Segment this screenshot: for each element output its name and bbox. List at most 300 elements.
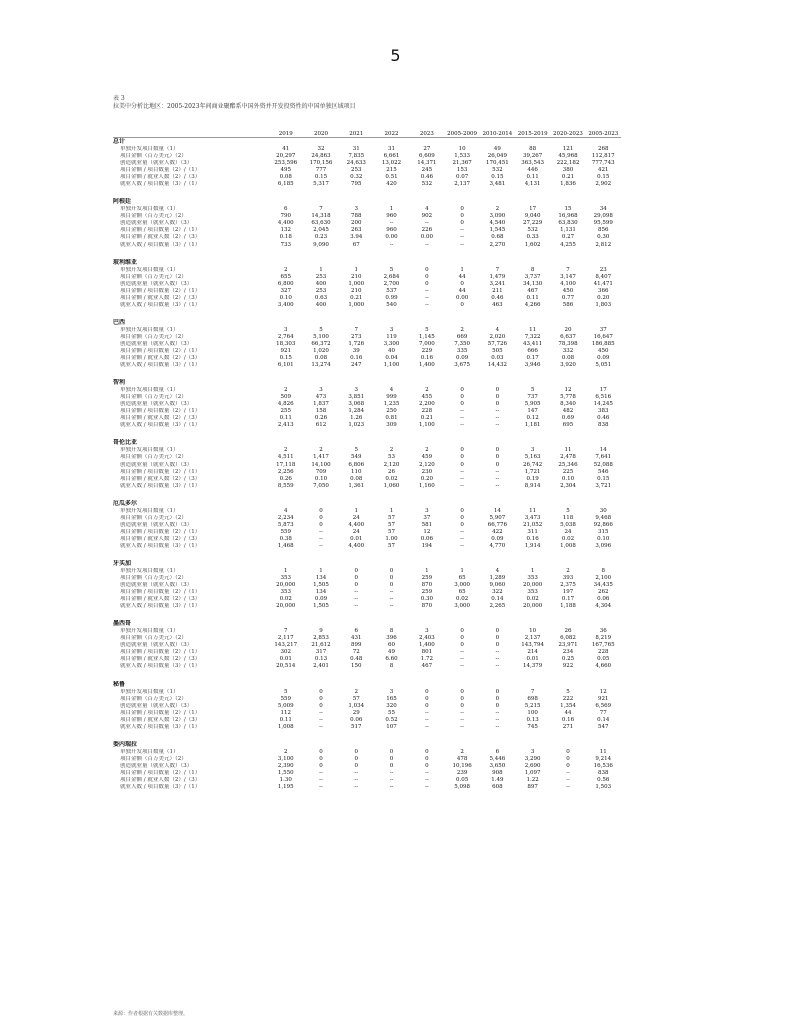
table-cell: 400 — [315, 301, 327, 308]
table-cell: 5,098 — [454, 784, 470, 791]
table-cell: 383 — [598, 408, 609, 415]
table-cell: 3,650 — [489, 762, 506, 769]
table-cell: 5,051 — [595, 362, 612, 369]
table-cell: 1.72 — [420, 656, 433, 663]
table-cell: 353 — [280, 589, 291, 596]
table-cell: 1,914 — [524, 542, 541, 549]
table-cell: 549 — [351, 454, 362, 461]
table-cell: 1,188 — [560, 603, 576, 610]
table-cell: 0.01 — [279, 656, 292, 663]
table-cell: 25,346 — [558, 461, 578, 468]
table-cell: 4,400 — [277, 220, 294, 227]
table-cell: 11 — [564, 447, 572, 454]
metric-label: 项目金额 / 就业人数（2）/（3） — [120, 656, 201, 663]
table-cell: 0 — [425, 688, 429, 695]
table-cell: 6,569 — [595, 702, 612, 709]
metric-label: 项目金额 / 项目数量（2）/（1） — [120, 528, 201, 535]
table-cell: 5 — [354, 447, 359, 454]
metric-label: 项目金额（百万美元）（2） — [120, 333, 187, 340]
table-cell: 8 — [530, 266, 535, 273]
metric-label: 单独开发项目数量（1） — [120, 748, 179, 755]
metric-label: 单独开发项目数量（1） — [120, 266, 179, 273]
table-row — [113, 749, 621, 756]
table-cell: 1,468 — [277, 542, 294, 549]
table-cell: 9,060 — [489, 582, 506, 589]
metric-label: 项目金额 / 项目数量（2）/（1） — [120, 287, 201, 294]
table-cell: 43,411 — [523, 340, 543, 347]
table-cell: 132 — [280, 227, 291, 234]
table-cell: 0.06 — [420, 535, 433, 542]
metric-label: 创造就业量（就业人数）（3） — [120, 280, 193, 287]
table-cell: 0 — [460, 702, 464, 709]
table-cell: 1,837 — [313, 401, 329, 408]
table-cell: -- — [319, 777, 323, 783]
table-cell: 1,145 — [418, 333, 435, 340]
table-cell: 72 — [352, 649, 360, 656]
table-cell: 4,100 — [560, 280, 576, 287]
table-cell: 34 — [599, 206, 607, 213]
table-cell: 7,641 — [595, 454, 612, 461]
table-row — [113, 635, 621, 642]
table-cell: 0 — [389, 582, 394, 589]
table-cell: 0.15 — [597, 174, 610, 181]
metric-label: 单独开发项目数量（1） — [120, 628, 179, 635]
country-name: 牙买加 — [113, 559, 132, 567]
table-cell: 7,000 — [418, 340, 435, 347]
metric-label: 项目金额 / 就业人数（2）/（3） — [120, 535, 201, 542]
metric-label: 创造就业量（就业人数）（3） — [120, 702, 193, 709]
table-cell: 1,100 — [383, 362, 400, 369]
table-cell: 0 — [354, 582, 359, 589]
table-cell: 0 — [354, 748, 359, 755]
table-cell: 3,851 — [348, 394, 365, 401]
table-cell: 107 — [386, 723, 397, 730]
table-cell: 537 — [386, 287, 397, 294]
table-cell: 0.03 — [491, 355, 504, 362]
table-cell: 11 — [529, 507, 537, 514]
table-cell: 5,215 — [524, 702, 541, 709]
table-cell: 2,120 — [418, 461, 435, 468]
table-cell: 15 — [564, 206, 572, 213]
table-cell: 153 — [456, 167, 468, 174]
table-row — [113, 642, 621, 649]
table-cell: 2,304 — [560, 482, 576, 489]
table-cell: -- — [389, 769, 394, 776]
table-cell: 3,400 — [277, 301, 294, 308]
table-cell: 1,602 — [524, 241, 541, 248]
table-cell: -- — [495, 656, 500, 663]
table-cell: 317 — [315, 649, 327, 656]
table-cell: 922 — [562, 663, 574, 670]
table-cell: 2,100 — [595, 575, 612, 582]
table-cell: 268 — [598, 146, 609, 152]
table-cell: -- — [460, 408, 464, 415]
table-cell: 0.16 — [420, 355, 433, 362]
table-cell: 0 — [460, 387, 464, 394]
table-cell: 3,290 — [524, 755, 541, 762]
table-cell: 0.08 — [350, 475, 363, 482]
table-cell: 0.20 — [597, 294, 610, 301]
table-cell: 0 — [319, 514, 323, 521]
table-cell: 870 — [421, 603, 433, 610]
table-row — [113, 628, 621, 635]
table-cell: 1,726 — [348, 340, 365, 347]
table-cell: 67 — [352, 241, 360, 248]
column-header: 2020 — [303, 130, 338, 138]
table-cell: 0 — [460, 628, 464, 635]
table-cell: -- — [424, 716, 429, 723]
table-cell: 13,274 — [311, 362, 331, 369]
table-cell: 158 — [315, 408, 327, 415]
table-row — [113, 227, 621, 234]
table-cell: 2 — [566, 567, 570, 574]
table-cell: 2 — [425, 447, 429, 454]
table-cell: 3,946 — [524, 362, 541, 369]
table-cell: 0.16 — [561, 716, 575, 723]
table-cell: 5 — [566, 507, 570, 514]
table-cell: 0 — [460, 220, 464, 227]
table-row — [113, 206, 621, 213]
column-header: 2005-2023 — [586, 130, 621, 138]
table-cell: 14 — [493, 507, 501, 514]
table-cell: 3,000 — [454, 603, 470, 610]
table-cell: 870 — [421, 582, 433, 589]
table-cell: 0 — [319, 688, 323, 695]
table-cell: 57 — [352, 695, 360, 702]
table-cell: -- — [566, 784, 570, 791]
table-cell: 2,375 — [560, 582, 576, 589]
table-cell: 0 — [460, 394, 464, 401]
table-cell: 3 — [425, 628, 429, 635]
table-cell: 229 — [421, 347, 433, 354]
table-cell: 167,765 — [591, 642, 615, 649]
table-cell: 0 — [460, 280, 464, 287]
table-cell: 0.05 — [597, 656, 610, 663]
table-cell: 3,920 — [560, 362, 576, 369]
table-cell: 4,131 — [524, 181, 541, 188]
table-cell: 57 — [388, 521, 396, 528]
table-cell: 7,350 — [454, 340, 470, 347]
table-cell: 40 — [388, 347, 396, 354]
table-cell: 39 — [352, 347, 360, 354]
metric-label: 项目金额 / 项目数量（2）/（1） — [120, 408, 201, 415]
table-cell: 14,100 — [311, 461, 331, 468]
table-cell: -- — [566, 769, 570, 776]
table-row — [113, 355, 621, 362]
table-cell: 0.11 — [526, 174, 539, 181]
table-cell: -- — [460, 542, 464, 549]
table-cell: 1,545 — [489, 227, 506, 234]
table-cell: 3 — [530, 447, 535, 454]
column-header: 2023 — [409, 130, 444, 138]
table-cell: 27,229 — [523, 220, 543, 227]
table-cell: 12 — [599, 688, 607, 695]
table-cell: 540 — [386, 301, 397, 308]
table-row — [113, 462, 621, 469]
table-cell: 1,417 — [313, 454, 329, 461]
table-cell: -- — [424, 784, 429, 791]
table-row — [113, 415, 621, 422]
table-cell: 311 — [527, 528, 538, 535]
table-cell: 211 — [492, 287, 503, 294]
table-cell: -- — [495, 468, 500, 475]
table-cell: 6,101 — [277, 362, 294, 369]
table-cell: 612 — [315, 422, 327, 429]
table-cell: 3,147 — [560, 273, 576, 280]
table-cell: 0.10 — [597, 535, 610, 542]
table-cell: 777 — [315, 167, 327, 174]
table-cell: 4 — [495, 567, 500, 574]
table-cell: 17 — [529, 206, 537, 213]
table-cell: -- — [460, 475, 464, 482]
table-cell: 57 — [388, 528, 396, 535]
spacer-cell — [113, 249, 621, 259]
table-row — [113, 529, 621, 536]
table-cell: 0.15 — [597, 475, 610, 482]
table-cell: -- — [319, 542, 323, 549]
table-cell: 3,721 — [595, 482, 612, 489]
table-cell: 0 — [460, 642, 464, 649]
metric-label: 单独开发项目数量（1） — [120, 507, 179, 514]
metric-label: 就业人数 / 项目数量（3）/（1） — [120, 362, 201, 369]
table-cell: 3 — [354, 387, 359, 394]
table-cell: 20,000 — [276, 582, 296, 589]
table-cell: 13,022 — [381, 160, 402, 167]
table-cell: 2,401 — [313, 663, 329, 670]
table-cell: 6 — [283, 206, 288, 213]
country-name: 墨西哥 — [113, 620, 132, 628]
table-cell: 0.99 — [385, 294, 398, 301]
table-cell: 6,185 — [277, 181, 294, 188]
table-cell: 245 — [421, 167, 433, 174]
spacer-cell — [113, 429, 621, 439]
table-cell: 0.23 — [314, 234, 328, 241]
metric-label: 创造就业量（就业人数）（3） — [120, 642, 193, 649]
table-row — [113, 596, 621, 603]
table-cell: 16,647 — [593, 333, 613, 340]
table-cell: 255 — [280, 408, 291, 415]
table-cell: 1,008 — [560, 542, 576, 549]
table-cell: 20,297 — [276, 153, 296, 160]
table-row — [113, 302, 621, 309]
table-cell: 698 — [527, 695, 538, 702]
table-cell: 8,340 — [560, 401, 576, 408]
table-cell: 899 — [351, 642, 362, 649]
table-cell: 2,137 — [524, 635, 541, 642]
table-cell: 467 — [421, 663, 433, 670]
table-row — [113, 717, 621, 724]
table-cell: 37 — [423, 514, 431, 521]
metric-label: 创造就业量（就业人数）（3） — [120, 340, 193, 347]
country-name: 巴西 — [113, 318, 126, 326]
table-cell: 1 — [530, 567, 535, 574]
table-cell: 14,245 — [593, 401, 613, 408]
table-cell: 0 — [566, 748, 570, 755]
table-cell: 1,023 — [348, 422, 365, 429]
spacer-cell — [113, 309, 621, 319]
table-cell: 2 — [389, 447, 394, 454]
table-cell: 53 — [388, 454, 396, 461]
table-cell: 3,241 — [489, 280, 506, 287]
metric-label: 项目金额 / 就业人数（2）/（3） — [120, 294, 201, 301]
metric-label: 项目金额 / 就业人数（2）/（3） — [120, 596, 201, 603]
table-cell: -- — [424, 294, 429, 301]
table-cell: 4,266 — [524, 301, 541, 308]
table-cell: 4,400 — [348, 521, 365, 528]
table-cell: 999 — [386, 394, 397, 401]
table-cell: 2,020 — [489, 333, 506, 340]
table-cell: 0.69 — [561, 415, 575, 422]
table-row — [113, 267, 621, 274]
table-cell: 32 — [317, 146, 325, 152]
table-cell: 44 — [458, 273, 466, 280]
table-cell: 0 — [389, 762, 394, 769]
spacer-row — [113, 610, 621, 620]
table-cell: 0 — [566, 755, 570, 762]
column-header: 2015-2019 — [515, 130, 550, 138]
table-cell: 0 — [460, 206, 464, 213]
table-cell: 20,514 — [276, 663, 296, 670]
table-row — [113, 763, 621, 770]
table-cell: 0.27 — [561, 234, 575, 241]
country-heading-row — [113, 319, 621, 327]
table-cell: 2,117 — [277, 635, 294, 642]
data-table — [113, 130, 621, 791]
table-cell: 7 — [319, 206, 323, 213]
table-cell: -- — [495, 482, 500, 489]
table-cell: 0 — [495, 628, 500, 635]
table-cell: 20 — [564, 326, 572, 333]
table-cell: 733 — [280, 241, 291, 248]
table-cell: -- — [424, 241, 429, 248]
table-cell: 3,068 — [348, 401, 365, 408]
table-cell: 1.30 — [279, 777, 292, 783]
table-cell: 259 — [421, 575, 433, 582]
table-cell: 0.63 — [314, 294, 328, 301]
country-name: 委内瑞拉 — [113, 740, 138, 748]
table-cell: 1,131 — [560, 227, 576, 234]
table-cell: 380 — [562, 167, 574, 174]
table-cell: 788 — [351, 213, 362, 220]
table-row — [113, 362, 621, 369]
table-cell: 4 — [389, 387, 394, 394]
spacer-cell — [113, 731, 621, 741]
table-cell: 3.94 — [350, 234, 363, 241]
table-row — [113, 394, 621, 401]
table-cell: 363,543 — [521, 160, 545, 167]
table-cell: 547 — [598, 723, 609, 730]
table-cell: 7,050 — [313, 482, 329, 489]
table-cell: 5,907 — [489, 514, 506, 521]
table-cell: 197 — [562, 589, 574, 596]
metric-label: 项目金额（百万美元）（2） — [120, 273, 187, 280]
table-cell: 12 — [564, 387, 572, 394]
table-cell: 0.08 — [314, 355, 328, 362]
table-cell: 147 — [527, 408, 538, 415]
table-row — [113, 756, 621, 763]
table-cell: 581 — [421, 521, 433, 528]
table-cell: 450 — [598, 347, 609, 354]
table-cell: 0.56 — [597, 777, 610, 783]
metric-label: 项目金额（百万美元）（2） — [120, 755, 187, 762]
table-cell: 2,390 — [277, 762, 294, 769]
table-cell: 1,181 — [524, 422, 541, 429]
table-cell: 0.21 — [350, 294, 363, 301]
table-cell: -- — [354, 603, 359, 610]
metric-label: 就业人数 / 项目数量（3）/（1） — [120, 422, 201, 429]
table-cell: 5 — [283, 688, 288, 695]
table-cell: 777,743 — [591, 160, 615, 167]
table-row — [113, 174, 621, 181]
table-cell: 49 — [388, 649, 396, 656]
table-cell: 463 — [492, 301, 503, 308]
column-header: 2010-2014 — [480, 130, 515, 138]
table-cell: 366 — [598, 287, 609, 294]
table-cell: -- — [319, 784, 323, 791]
table-cell: 393 — [562, 575, 574, 582]
table-cell: 36 — [599, 628, 607, 635]
country-heading-row — [113, 138, 621, 147]
table-cell: 7,322 — [524, 333, 541, 340]
table-cell: 45,968 — [558, 153, 578, 160]
table-cell: 0.02 — [455, 596, 469, 603]
table-cell: 44 — [564, 709, 572, 716]
table-cell: 315 — [598, 528, 609, 535]
table-cell: -- — [354, 589, 359, 596]
table-cell: 2,684 — [383, 273, 400, 280]
table-cell: 0.11 — [526, 294, 539, 301]
table-cell: 2,045 — [313, 227, 329, 234]
table-cell: 1,354 — [560, 702, 576, 709]
table-cell: 0.01 — [526, 656, 539, 663]
country-heading-row — [113, 259, 621, 267]
table-cell: 66,776 — [487, 521, 508, 528]
table-cell: 253 — [351, 167, 362, 174]
table-row — [113, 401, 621, 408]
table-cell: 2,265 — [489, 603, 506, 610]
table-row — [113, 649, 621, 656]
table-cell: 0 — [460, 461, 464, 468]
table-cell: 65 — [458, 575, 466, 582]
table-cell: -- — [460, 649, 464, 656]
table-cell: 39,267 — [523, 153, 543, 160]
table-cell: 7 — [530, 688, 535, 695]
table-cell: 1,097 — [524, 769, 541, 776]
table-cell: 0 — [389, 755, 394, 762]
metric-label: 创造就业量（就业人数）（3） — [120, 160, 193, 167]
table-cell: 18,303 — [276, 340, 296, 347]
table-cell: 7 — [566, 266, 570, 273]
spacer-cell — [113, 610, 621, 620]
table-cell: 5,038 — [560, 521, 576, 528]
table-cell: 2 — [319, 447, 323, 454]
table-cell: 0.09 — [455, 355, 469, 362]
table-cell: 0 — [495, 642, 500, 649]
table-cell: 795 — [351, 181, 362, 188]
country-heading-row — [113, 620, 621, 628]
table-cell: 262 — [598, 589, 609, 596]
table-cell: -- — [460, 716, 464, 723]
header-row — [113, 130, 621, 138]
table-cell: -- — [319, 535, 323, 542]
country-heading-row — [113, 379, 621, 387]
table-cell: 12 — [423, 528, 431, 535]
table-cell: 2 — [283, 748, 288, 755]
table-cell: 2,256 — [277, 468, 294, 475]
table-cell: 20,000 — [276, 603, 296, 610]
table-cell: 134 — [315, 575, 327, 582]
table-cell: 3,300 — [383, 340, 400, 347]
